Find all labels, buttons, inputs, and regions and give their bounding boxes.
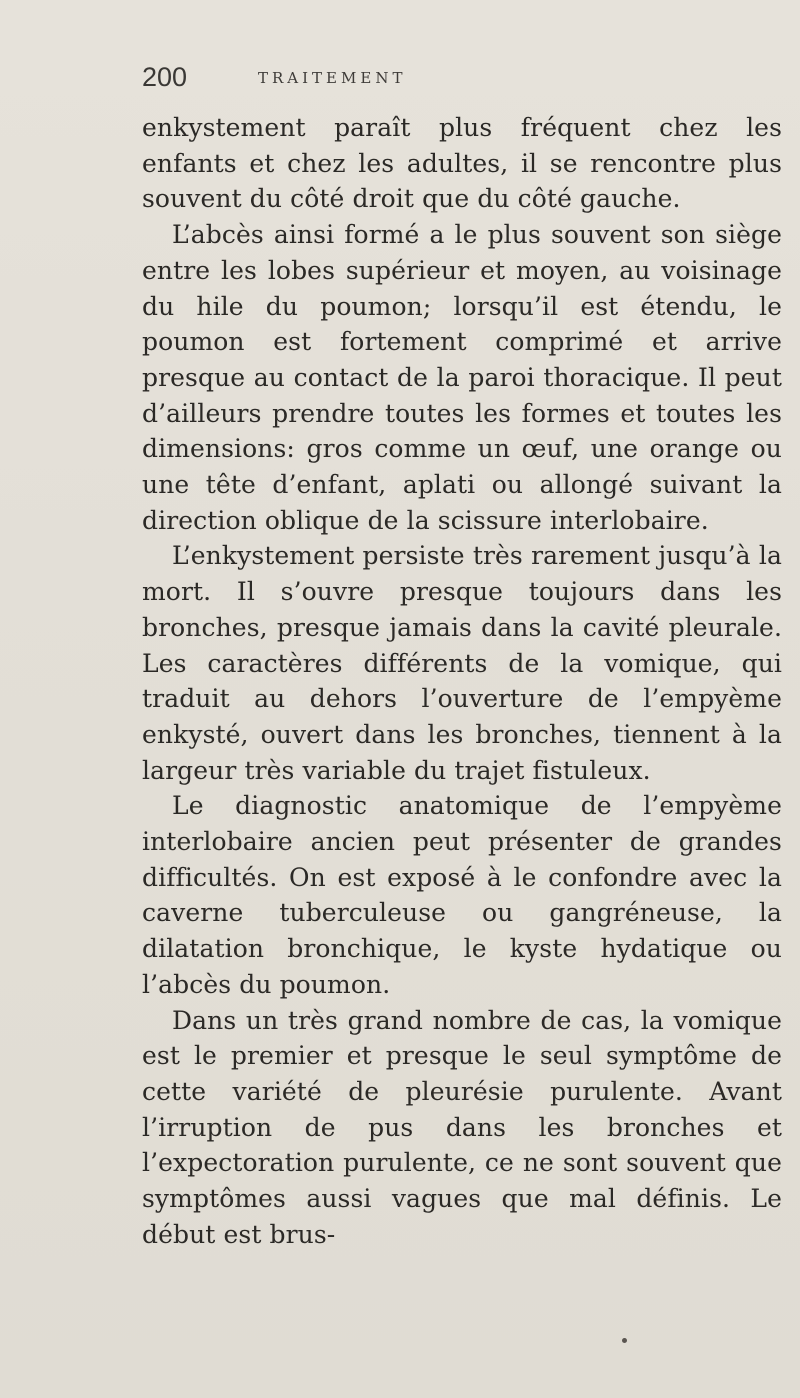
paragraph: enkystement paraît plus fréquent chez les enfants et chez les adultes, il se rencontre plus souvent du côté droit que du côté gauche. — [142, 113, 782, 214]
paragraph: L’abcès ainsi formé a le plus souvent son siège entre les lobes supérieur et moyen, au voisinage du hile du poumon; lorsqu’il est étendu, le poumon est fortement comprimé et arrive presque au contact de la paroi thoracique. Il peut d’ailleurs prendre toutes les formes et toutes les dimensions: gros comme un œuf, une orange ou une tête d’enfant, aplati ou allongé suivant la direction oblique de la scissure interlobaire. — [142, 220, 782, 535]
paragraph: Le diagnostic anatomique de l’empyème interlobaire ancien peut présenter de grandes difficultés. On est exposé à le confondre avec la caverne tuberculeuse ou gangréneuse, la dilatation bronchique, le kyste hydatique ou l’abcès du poumon. — [142, 791, 782, 999]
running-title: TRAITEMENT — [258, 69, 407, 87]
paragraph: L’enkystement persiste très rarement jusqu’à la mort. Il s’ouvre presque toujours dans les bronches, presque jamais dans la cavité pleurale. Les caractères différents de la vomique, qui traduit au dehors l’ouverture de l’empyème enkysté, ouvert dans les bronches, tiennent à la largeur très variable du trajet fistuleux. — [142, 541, 782, 785]
body-text — [142, 110, 782, 1253]
ink-speck — [622, 1338, 627, 1343]
page-header — [142, 62, 782, 96]
page-number: 200 — [142, 62, 188, 92]
paragraph: Dans un très grand nombre de cas, la vomique est le premier et presque le seul symptôme de cette variété de pleurésie purulente. Avant l’irruption de pus dans les bronches et l’expectoration purulente, ce ne sont souvent que symptômes aussi vagues que mal définis. Le début est brus- — [142, 1005, 782, 1249]
